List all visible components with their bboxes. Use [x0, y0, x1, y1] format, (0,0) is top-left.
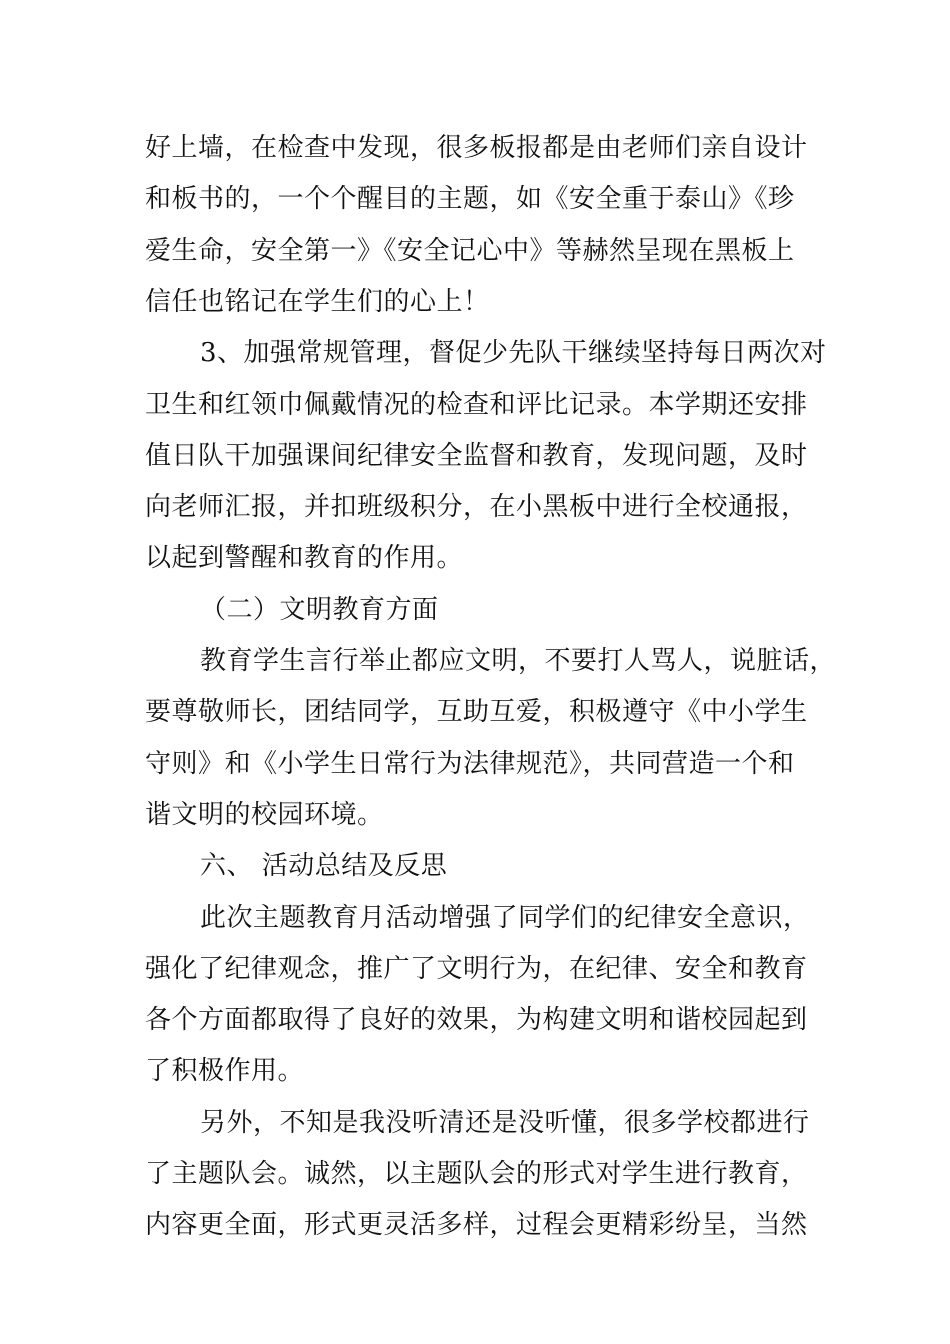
text-line-22: 内容更全面，形式更灵活多样，过程会更精彩纷呈，当然 [145, 1210, 808, 1241]
text-line-16: 此次主题教育月活动增强了同学们的纪律安全意识， [200, 902, 810, 933]
section-heading-summary: 六、 活动总结及反思 [200, 851, 448, 882]
text-line-8: 向老师汇报，并扣班级积分，在小黑板中进行全校通报， [145, 492, 808, 523]
text-line-17: 强化了纪律观念，推广了文明行为，在纪律、安全和教育 [145, 953, 808, 984]
text-line-18: 各个方面都取得了良好的效果，为构建文明和谐校园起到 [145, 1005, 808, 1036]
text-line-2: 和板书的，一个个醒目的主题，如《安全重于泰山》《珍 [145, 184, 795, 215]
text-line-11: 教育学生言行举止都应文明，不要打人骂人，说脏话， [200, 646, 837, 676]
text-line-4: 信任也铭记在学生们的心上！ [145, 286, 490, 317]
text-line-20: 另外，不知是我没听清还是没听懂，很多学校都进行 [200, 1107, 810, 1138]
text-line-13: 守则》和《小学生日常行为法律规范》，共同营造一个和 [145, 748, 795, 779]
text-line-6: 卫生和红领巾佩戴情况的检查和评比记录。本学期还安排 [145, 389, 808, 420]
text-line-9: 以起到警醒和教育的作用。 [145, 543, 464, 574]
section-heading-civility: （二）文明教育方面 [200, 594, 439, 625]
text-line-3: 爱生命，安全第一》《安全记心中》等赫然呈现在黑板上 [145, 235, 795, 266]
text-line-19: 了积极作用。 [145, 1056, 305, 1087]
text-line-7: 值日队干加强课间纪律安全监督和教育，发现问题，及时 [145, 440, 808, 471]
text-line-1: 好上墙，在检查中发现，很多板报都是由老师们亲自设计 [145, 133, 808, 163]
text-line-21: 了主题队会。诚然，以主题队会的形式对学生进行教育， [145, 1159, 808, 1189]
text-line-14: 谐文明的校园环境。 [145, 799, 384, 830]
text-line-5: 3、加强常规管理，督促少先队干继续坚持每日两次对 [200, 338, 827, 369]
text-line-12: 要尊敬师长，团结同学，互助互爱，积极遵守《中小学生 [145, 697, 808, 728]
